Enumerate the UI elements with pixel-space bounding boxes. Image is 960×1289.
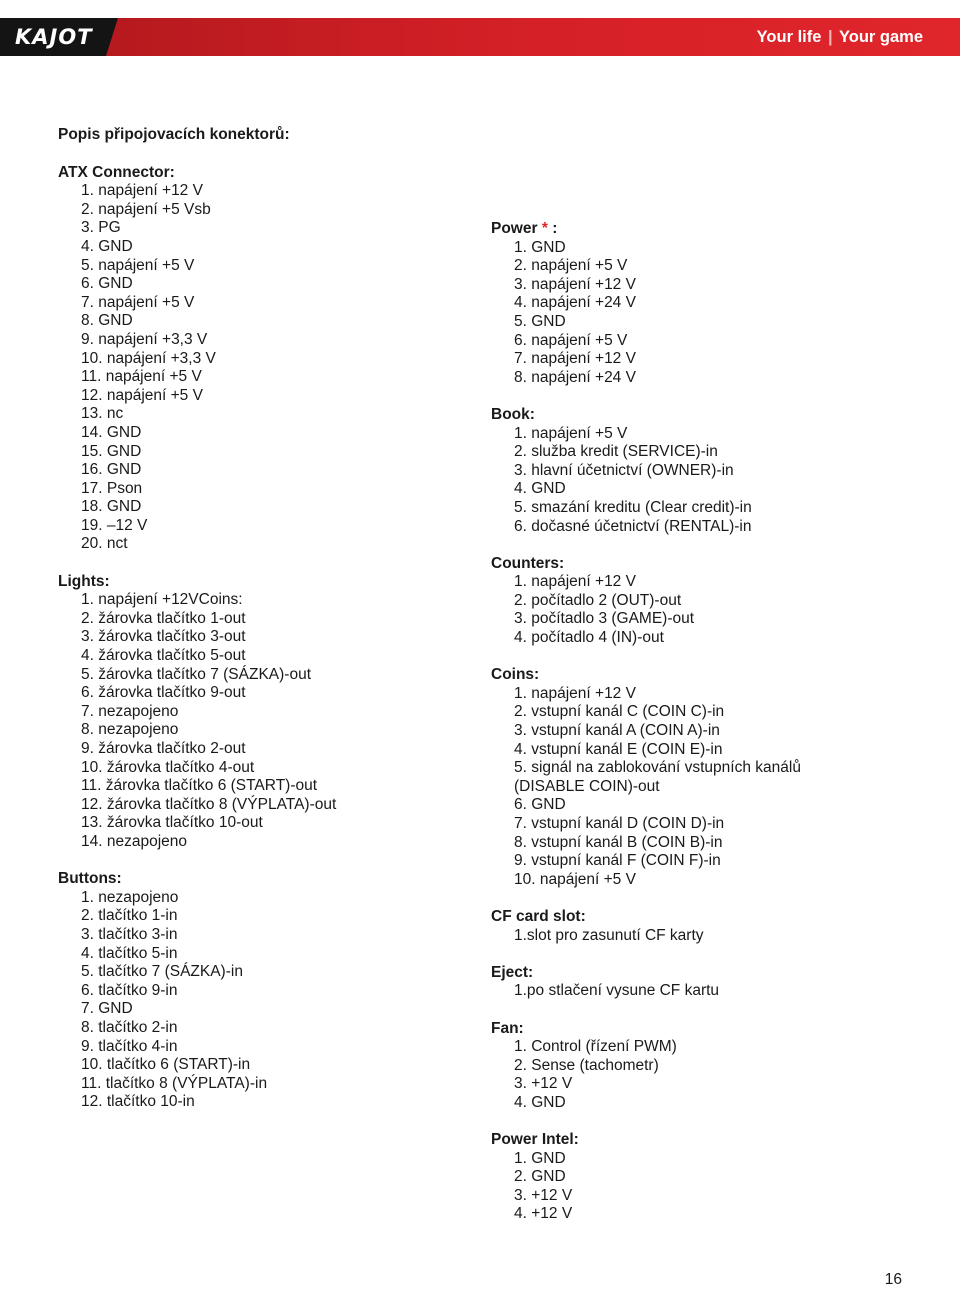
list-item: 3. žárovka tlačítko 3-out bbox=[81, 628, 246, 646]
list-item: 1. napájení +12 V bbox=[514, 573, 636, 591]
list-item: 5. tlačítko 7 (SÁZKA)-in bbox=[81, 963, 243, 981]
slogan-separator: | bbox=[828, 28, 833, 46]
pin-list bbox=[491, 1150, 911, 1224]
left-sections bbox=[58, 164, 458, 1112]
list-item: 6. GND bbox=[81, 275, 133, 293]
list-item: 2. napájení +5 Vsb bbox=[81, 200, 211, 218]
list-item: 7. napájení +5 V bbox=[81, 293, 195, 311]
list-item: 11. žárovka tlačítko 6 (START)-out bbox=[81, 777, 318, 795]
section-book bbox=[491, 406, 911, 536]
list-item: 9. napájení +3,3 V bbox=[81, 330, 208, 348]
list-item: 11. napájení +5 V bbox=[81, 368, 202, 386]
pin-list bbox=[491, 927, 911, 946]
list-item: 2. počítadlo 2 (OUT)-out bbox=[514, 591, 682, 609]
list-item: 8. vstupní kanál B (COIN B)-in bbox=[514, 833, 723, 851]
section-title-text: Fan: bbox=[491, 1019, 524, 1037]
list-item: 4. vstupní kanál E (COIN E)-in bbox=[514, 740, 723, 758]
list-item: 2. GND bbox=[514, 1168, 566, 1186]
list-item: 7. napájení +12 V bbox=[514, 350, 636, 368]
asterisk-marker: * bbox=[541, 220, 548, 237]
pin-list bbox=[58, 591, 458, 851]
section-title bbox=[491, 964, 911, 983]
pin-list bbox=[58, 889, 458, 1112]
list-item: 15. GND bbox=[81, 442, 142, 460]
section-title bbox=[491, 1020, 911, 1039]
section-atx-connector bbox=[58, 164, 458, 554]
list-item: 1. napájení +12VCoins: bbox=[81, 591, 243, 609]
list-item: 3. hlavní účetnictví (OWNER)-in bbox=[514, 461, 734, 479]
section-title-text: Coins: bbox=[491, 666, 540, 684]
list-item: 5. GND bbox=[514, 312, 566, 330]
section-title bbox=[58, 870, 458, 889]
list-item: 4. počítadlo 4 (IN)-out bbox=[514, 629, 664, 647]
section-power-intel bbox=[491, 1131, 911, 1224]
list-item: 19. –12 V bbox=[81, 516, 148, 534]
section-title-text: Counters: bbox=[491, 554, 565, 572]
section-fan bbox=[491, 1020, 911, 1113]
list-item: 2. žárovka tlačítko 1-out bbox=[81, 609, 246, 627]
list-item: 2. vstupní kanál C (COIN C)-in bbox=[514, 703, 725, 721]
page-title: Popis připojovacích konektorů: bbox=[58, 126, 290, 143]
section-title bbox=[58, 164, 458, 183]
list-item: 1. napájení +12 V bbox=[514, 684, 636, 702]
list-item: 8. tlačítko 2-in bbox=[81, 1018, 178, 1036]
list-item: 2. tlačítko 1-in bbox=[81, 907, 178, 925]
section-cf-card-slot bbox=[491, 908, 911, 945]
pin-list bbox=[491, 573, 911, 647]
list-item: 1.slot pro zasunutí CF karty bbox=[514, 926, 704, 944]
pin-list bbox=[491, 239, 911, 388]
section-counters bbox=[491, 555, 911, 648]
list-item: 10. žárovka tlačítko 4-out bbox=[81, 758, 255, 776]
list-item: 9. tlačítko 4-in bbox=[81, 1037, 178, 1055]
list-item: 8. napájení +24 V bbox=[514, 368, 636, 386]
list-item: 10. napájení +5 V bbox=[514, 870, 636, 888]
list-item: 3. napájení +12 V bbox=[514, 275, 636, 293]
list-item: 4. tlačítko 5-in bbox=[81, 944, 178, 962]
list-item: 6. GND bbox=[514, 796, 566, 814]
list-item: (DISABLE COIN)-out bbox=[514, 777, 660, 795]
list-item: 7. vstupní kanál D (COIN D)-in bbox=[514, 815, 725, 832]
list-item: 16. GND bbox=[81, 461, 142, 479]
list-item: 7. nezapojeno bbox=[81, 702, 179, 720]
list-item: 17. Pson bbox=[81, 479, 143, 497]
section-buttons bbox=[58, 870, 458, 1112]
pin-list bbox=[491, 1038, 911, 1112]
slogan bbox=[757, 26, 923, 48]
list-item: 10. tlačítko 6 (START)-in bbox=[81, 1056, 251, 1074]
pin-list bbox=[491, 425, 911, 537]
section-title-text: Buttons: bbox=[58, 870, 122, 888]
section-title-suffix: : bbox=[552, 220, 558, 237]
list-item: 1. nezapojeno bbox=[81, 888, 179, 906]
list-item: 12. napájení +5 V bbox=[81, 386, 203, 404]
list-item: 9. žárovka tlačítko 2-out bbox=[81, 740, 246, 757]
list-item: 3. vstupní kanál A (COIN A)-in bbox=[514, 722, 720, 740]
list-item: 5. napájení +5 V bbox=[81, 256, 195, 274]
list-item: 4. GND bbox=[514, 1093, 566, 1111]
list-item: 5. žárovka tlačítko 7 (SÁZKA)-out bbox=[81, 665, 312, 683]
list-item: 3. +12 V bbox=[514, 1075, 573, 1093]
list-item: 13. nc bbox=[81, 405, 124, 423]
section-title bbox=[491, 666, 911, 685]
section-title bbox=[491, 555, 911, 574]
section-title-text: ATX Connector: bbox=[58, 163, 175, 181]
right-sections bbox=[491, 220, 911, 1224]
kajot-logo: KAJOT bbox=[15, 25, 93, 49]
list-item: 3. PG bbox=[81, 219, 121, 237]
list-item: 4. GND bbox=[81, 237, 133, 255]
list-item: 11. tlačítko 8 (VÝPLATA)-in bbox=[81, 1074, 268, 1092]
section-lights bbox=[58, 573, 458, 852]
left-column bbox=[58, 126, 458, 1130]
list-item: 6. žárovka tlačítko 9-out bbox=[81, 684, 246, 702]
slogan-part-1: Your life bbox=[756, 28, 822, 46]
list-item: 14. GND bbox=[81, 423, 142, 441]
list-item: 1. GND bbox=[514, 1149, 566, 1167]
list-item: 6. tlačítko 9-in bbox=[81, 981, 178, 999]
list-item: 6. dočasné účetnictví (RENTAL)-in bbox=[514, 517, 752, 535]
list-item: 12. tlačítko 10-in bbox=[81, 1093, 195, 1111]
list-item: 20. nct bbox=[81, 535, 128, 553]
list-item: 7. GND bbox=[81, 1000, 133, 1018]
section-eject bbox=[491, 964, 911, 1001]
page-number: 16 bbox=[884, 1271, 902, 1288]
section-title bbox=[491, 908, 911, 927]
list-item: 4. GND bbox=[514, 480, 566, 498]
section-title bbox=[491, 406, 911, 425]
list-item: 8. nezapojeno bbox=[81, 721, 179, 739]
section-title-text: Lights: bbox=[58, 572, 110, 590]
list-item: 10. napájení +3,3 V bbox=[81, 349, 216, 367]
slogan-part-2: Your game bbox=[838, 28, 923, 46]
section-coins bbox=[491, 666, 911, 889]
section-title-text: CF card slot: bbox=[491, 907, 586, 925]
pin-list bbox=[491, 685, 911, 890]
section-title bbox=[491, 1131, 911, 1150]
list-item: 2. Sense (tachometr) bbox=[514, 1056, 659, 1074]
list-item: 4. +12 V bbox=[514, 1205, 573, 1223]
list-item: 2. služba kredit (SERVICE)-in bbox=[514, 443, 718, 461]
list-item: 4. napájení +24 V bbox=[514, 294, 636, 312]
list-item: 14. nezapojeno bbox=[81, 832, 188, 850]
section-power bbox=[491, 220, 911, 387]
list-item: 4. žárovka tlačítko 5-out bbox=[81, 647, 246, 665]
right-column bbox=[491, 220, 911, 1243]
pin-list bbox=[58, 182, 458, 554]
list-item: 18. GND bbox=[81, 498, 142, 516]
list-item: 1. Control (řízení PWM) bbox=[514, 1038, 677, 1056]
list-item: 3. +12 V bbox=[514, 1186, 573, 1204]
list-item: 13. žárovka tlačítko 10-out bbox=[81, 814, 263, 832]
list-item: 3. tlačítko 3-in bbox=[81, 925, 178, 943]
list-item: 3. počítadlo 3 (GAME)-out bbox=[514, 610, 695, 628]
list-item: 1. GND bbox=[514, 238, 566, 256]
list-item: 1. napájení +12 V bbox=[81, 182, 203, 200]
pin-list bbox=[491, 982, 911, 1001]
list-item: 1. napájení +5 V bbox=[514, 424, 628, 442]
section-title-text: Power bbox=[491, 220, 538, 237]
section-title-text: Book: bbox=[491, 405, 535, 423]
list-item: 9. vstupní kanál F (COIN F)-in bbox=[514, 852, 721, 870]
list-item: 6. napájení +5 V bbox=[514, 331, 628, 349]
section-title bbox=[58, 573, 458, 592]
list-item: 12. žárovka tlačítko 8 (VÝPLATA)-out bbox=[81, 795, 337, 813]
header-banner bbox=[0, 18, 960, 56]
list-item: 1.po stlačení vysune CF kartu bbox=[514, 982, 720, 1000]
section-title-text: Eject: bbox=[491, 963, 534, 981]
list-item: 5. smazání kreditu (Clear credit)-in bbox=[514, 498, 752, 516]
list-item: 8. GND bbox=[81, 312, 133, 330]
list-item: 5. signál na zablokování vstupních kanálů bbox=[514, 759, 801, 777]
section-title bbox=[491, 220, 911, 239]
list-item: 2. napájení +5 V bbox=[514, 257, 628, 275]
section-title-text: Power Intel: bbox=[491, 1131, 579, 1149]
